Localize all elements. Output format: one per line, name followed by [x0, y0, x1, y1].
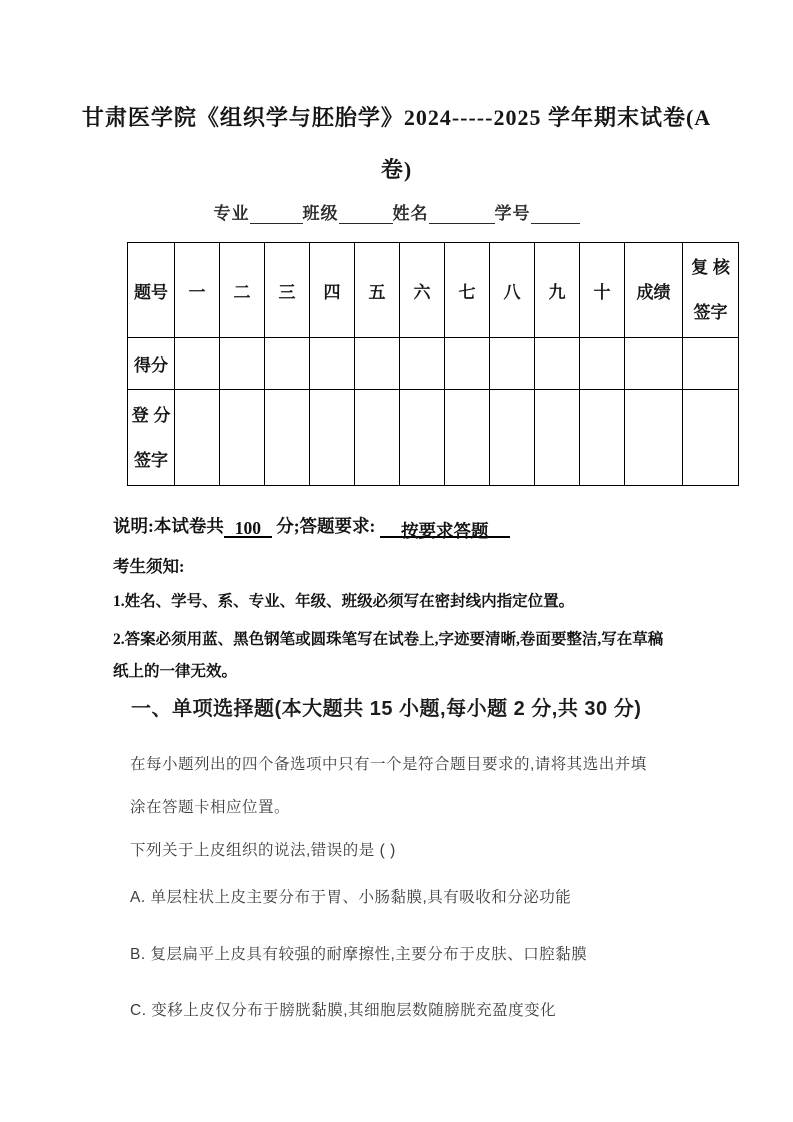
score-cell: [220, 338, 265, 390]
col-6: 六: [400, 243, 445, 338]
col-7: 七: [445, 243, 490, 338]
class-blank: [339, 207, 393, 224]
score-col-header: 成绩: [625, 243, 683, 338]
review-sign-line2: 签字: [693, 303, 728, 322]
student-info-line: [0, 199, 793, 224]
page-title-line1: 甘肃医学院《组织学与胚胎学》2024-----2025 学年期末试卷(A: [81, 105, 712, 130]
score-cell: [580, 338, 625, 390]
col-3: 三: [265, 243, 310, 338]
sign-cell: [535, 390, 580, 486]
score-cell: [683, 338, 739, 390]
col-8: 八: [490, 243, 535, 338]
score-cell: [265, 338, 310, 390]
sign-cell: [220, 390, 265, 486]
score-cell: [355, 338, 400, 390]
score-cell: [400, 338, 445, 390]
sign-row: [128, 390, 739, 486]
score-table: [127, 242, 739, 486]
sign-cell: [490, 390, 535, 486]
instructions-middle: 分;答题要求:: [276, 516, 376, 536]
score-cell: [175, 338, 220, 390]
col-4: 四: [310, 243, 355, 338]
score-table-header-row: [128, 243, 739, 338]
name-blank: [429, 207, 495, 224]
sign-cell: [310, 390, 355, 486]
student-id-label: 学号: [494, 204, 531, 223]
col-9: 九: [535, 243, 580, 338]
score-cell: [310, 338, 355, 390]
name-label: 姓名: [392, 204, 429, 223]
sign-cell: [355, 390, 400, 486]
sign-row-label: [128, 390, 175, 486]
exam-instructions-line: [113, 513, 510, 541]
total-score-blank: 100: [224, 518, 272, 538]
answer-requirement-blank: 按要求答题: [380, 518, 510, 538]
sign-row-line2: 签字: [134, 450, 168, 470]
notice-item-2-line1: 2.答案必须用蓝、黑色钢笔或圆珠笔写在试卷上,字迹要清晰,卷面要整洁,写在草稿: [113, 631, 664, 648]
col-1: 一: [175, 243, 220, 338]
student-id-blank: [531, 207, 580, 224]
score-cell: [490, 338, 535, 390]
sign-cell: [445, 390, 490, 486]
notice-item-2-line2: 纸上的一律无效。: [113, 663, 238, 680]
page-title: [0, 92, 793, 196]
review-sign-col-header: [683, 243, 739, 338]
score-row: [128, 338, 739, 390]
section-1-heading: 一、单项选择题(本大题共 15 小题,每小题 2 分,共 30 分): [131, 698, 642, 720]
score-cell: [625, 338, 683, 390]
page-title-line2: 卷): [380, 157, 413, 182]
sign-row-line1: 登 分: [131, 405, 171, 425]
col-2: 二: [220, 243, 265, 338]
sign-cell: [175, 390, 220, 486]
col-10: 十: [580, 243, 625, 338]
notice-item-1: 1.姓名、学号、系、专业、年级、班级必须写在密封线内指定位置。: [113, 593, 575, 610]
sign-cell: [580, 390, 625, 486]
question-1-option-b: B. 复层扁平上皮具有较强的耐摩擦性,主要分布于皮肤、口腔黏膜: [130, 946, 588, 963]
score-row-label: 得分: [128, 338, 175, 390]
sign-cell: [683, 390, 739, 486]
question-1-stem: 下列关于上皮组织的说法,错误的是 ( ): [130, 842, 396, 859]
notice-title: 考生须知:: [113, 557, 185, 576]
section-1-intro-line2: 涂在答题卡相应位置。: [130, 799, 291, 816]
class-label: 班级: [302, 204, 339, 223]
sign-cell: [400, 390, 445, 486]
score-cell: [445, 338, 490, 390]
col-5: 五: [355, 243, 400, 338]
notice-item-2: [113, 624, 713, 688]
major-label: 专业: [213, 204, 250, 223]
section-1-intro-line1: 在每小题列出的四个备选项中只有一个是符合题目要求的,请将其选出并填: [130, 756, 647, 773]
sign-cell: [265, 390, 310, 486]
question-1-option-a: A. 单层柱状上皮主要分布于胃、小肠黏膜,具有吸收和分泌功能: [130, 889, 572, 906]
review-sign-line1: 复 核: [691, 258, 730, 277]
question-1-option-c: C. 变移上皮仅分布于膀胱黏膜,其细胞层数随膀胱充盈度变化: [130, 1002, 557, 1019]
major-blank: [250, 207, 303, 224]
score-cell: [535, 338, 580, 390]
sign-cell: [625, 390, 683, 486]
corner-cell: 题号: [128, 243, 175, 338]
instructions-prefix: 说明:本试卷共: [113, 516, 224, 536]
